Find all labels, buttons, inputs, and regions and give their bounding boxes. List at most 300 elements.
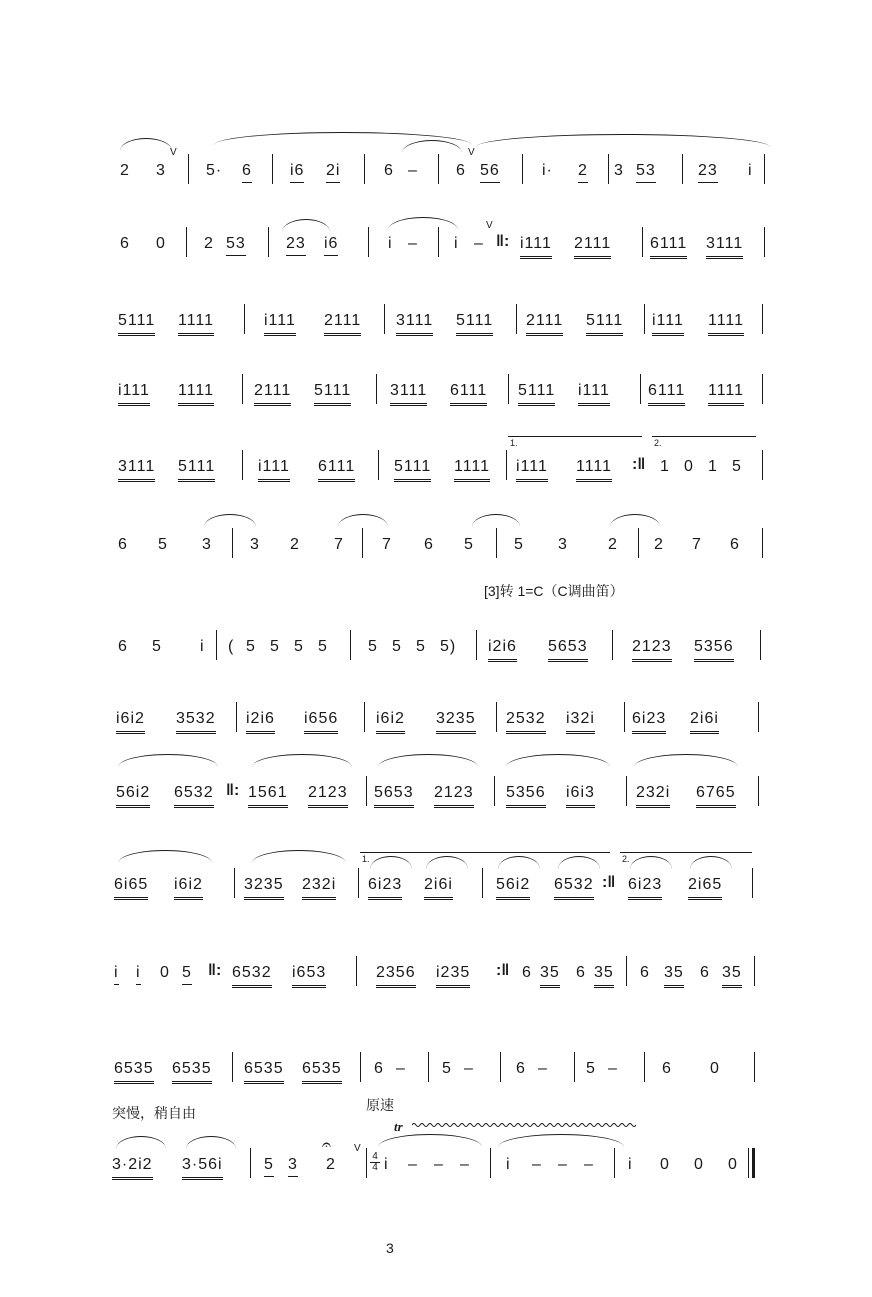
note-group: 23 bbox=[698, 160, 718, 183]
note: 6 bbox=[640, 964, 650, 981]
note-group: i111 bbox=[118, 380, 150, 406]
barline bbox=[500, 1052, 501, 1082]
note: i bbox=[454, 235, 459, 252]
dash: – bbox=[396, 1060, 406, 1077]
staff-line-6 bbox=[112, 526, 772, 560]
barline bbox=[764, 154, 765, 184]
slur bbox=[506, 754, 610, 767]
staff-line-8 bbox=[112, 700, 772, 734]
note-group: 2532 bbox=[506, 708, 546, 734]
note-group: 35 bbox=[664, 962, 684, 988]
slur bbox=[610, 514, 660, 527]
note: 6 bbox=[118, 536, 128, 553]
dash: – bbox=[460, 1156, 470, 1173]
note: 5 bbox=[368, 638, 378, 655]
note-group: i6i2 bbox=[376, 708, 405, 734]
time-signature bbox=[370, 1152, 380, 1173]
note: i bbox=[136, 962, 141, 985]
note-group: 6111 bbox=[318, 456, 355, 482]
barline bbox=[366, 776, 367, 806]
dash: – bbox=[608, 1060, 618, 1077]
note-group: 3111 bbox=[118, 456, 155, 482]
note: 2 bbox=[290, 536, 300, 553]
note-group: 2123 bbox=[434, 782, 474, 808]
dash: – bbox=[538, 1060, 548, 1077]
barline bbox=[364, 702, 365, 732]
note: 1 bbox=[708, 458, 718, 475]
repeat-start: ‖: bbox=[226, 782, 240, 799]
note-group: 5111 bbox=[178, 456, 215, 482]
note-group: i111 bbox=[520, 233, 552, 259]
note-group: 5111 bbox=[586, 310, 623, 336]
time-signature-top: 4 bbox=[372, 1151, 378, 1162]
barline bbox=[364, 154, 365, 184]
slur bbox=[498, 856, 540, 869]
modulation-label: [3]转 1=C（C调曲笛） bbox=[484, 583, 624, 599]
note-group: 6i23 bbox=[632, 708, 666, 734]
note-group: 56 bbox=[480, 160, 500, 183]
note: i bbox=[388, 235, 393, 252]
slur bbox=[118, 754, 218, 767]
slur bbox=[388, 217, 458, 230]
note: 3 bbox=[202, 536, 212, 553]
note: i bbox=[384, 1156, 389, 1173]
slur bbox=[338, 514, 388, 527]
note: 6 bbox=[516, 1060, 526, 1077]
repeat-start: ‖: bbox=[208, 962, 222, 979]
barline bbox=[762, 304, 763, 334]
volta-bracket bbox=[508, 436, 642, 437]
barline bbox=[682, 154, 683, 184]
note: 0 bbox=[660, 1156, 670, 1173]
dash: – bbox=[464, 1060, 474, 1077]
barline bbox=[376, 374, 377, 404]
barline bbox=[232, 1052, 233, 1082]
note-group: i111 bbox=[578, 380, 610, 406]
note: i· bbox=[542, 162, 553, 179]
note: i bbox=[200, 638, 205, 655]
note: 6 bbox=[730, 536, 740, 553]
note: 2 bbox=[654, 536, 664, 553]
note-group: i656 bbox=[304, 708, 338, 734]
barline bbox=[350, 630, 351, 660]
trill-wave bbox=[412, 1122, 638, 1128]
note: 5 bbox=[318, 638, 328, 655]
note-group: 2123 bbox=[632, 636, 672, 662]
note-group: i2i6 bbox=[488, 636, 517, 662]
volta-1-label: 1. bbox=[510, 438, 518, 448]
slur bbox=[472, 514, 520, 527]
note-group: 6i65 bbox=[114, 874, 148, 900]
note-group: 56i2 bbox=[496, 874, 530, 900]
fermata-icon: 𝄐 bbox=[322, 1137, 331, 1154]
barline bbox=[234, 868, 235, 898]
note: 2 bbox=[204, 235, 214, 252]
barline bbox=[522, 154, 523, 184]
note-group: 232i bbox=[302, 874, 336, 900]
dash: – bbox=[434, 1156, 444, 1173]
barline bbox=[438, 154, 439, 184]
final-barline-thick bbox=[752, 1148, 755, 1178]
repeat-end: :‖ bbox=[602, 874, 616, 891]
note-group: 2i65 bbox=[688, 874, 722, 900]
staff-line-13 bbox=[112, 1137, 772, 1180]
note-group: 6111 bbox=[450, 380, 487, 406]
barline bbox=[368, 227, 369, 257]
note-group: 2123 bbox=[308, 782, 348, 808]
volta-2-label: 2. bbox=[622, 854, 630, 864]
tempo-instruction: 原速 bbox=[366, 1097, 394, 1113]
note-group: 53 bbox=[226, 233, 246, 256]
note-group: 6532 bbox=[232, 962, 272, 988]
note: 6 bbox=[374, 1060, 384, 1077]
volta-bracket bbox=[360, 852, 610, 853]
note-group: i6 bbox=[324, 233, 338, 256]
dash: – bbox=[408, 235, 418, 252]
barline bbox=[356, 956, 357, 986]
note-group: 6532 bbox=[554, 874, 594, 900]
barline bbox=[186, 227, 187, 257]
note-group: i111 bbox=[264, 310, 296, 336]
note: 6 bbox=[662, 1060, 672, 1077]
slur bbox=[630, 856, 672, 869]
note: 0 bbox=[156, 235, 166, 252]
breath-mark: V bbox=[468, 147, 475, 158]
note: 5) bbox=[440, 638, 457, 655]
barline bbox=[242, 374, 243, 404]
dash: – bbox=[558, 1156, 568, 1173]
note: 0 bbox=[728, 1156, 738, 1173]
note: 5 bbox=[392, 638, 402, 655]
note-group: i32i bbox=[566, 708, 595, 734]
barline bbox=[476, 630, 477, 660]
barline bbox=[612, 630, 613, 660]
note: 6 bbox=[118, 638, 128, 655]
barline bbox=[272, 154, 273, 184]
note-group: i653 bbox=[292, 962, 326, 988]
slur bbox=[120, 138, 172, 151]
barline bbox=[752, 868, 753, 898]
slur bbox=[252, 850, 346, 863]
staff-line-5 bbox=[112, 438, 772, 482]
note: 5 bbox=[246, 638, 256, 655]
note: 0 bbox=[684, 458, 694, 475]
barline bbox=[242, 450, 243, 480]
note: 5 bbox=[152, 638, 162, 655]
slur bbox=[116, 1136, 166, 1149]
note-group: 5111 bbox=[118, 310, 155, 336]
note-group: 6535 bbox=[302, 1058, 342, 1084]
note-group: 35 bbox=[594, 962, 614, 988]
note: 6 bbox=[700, 964, 710, 981]
note-group: 2356 bbox=[376, 962, 416, 988]
note: 2 bbox=[120, 162, 130, 179]
dash: – bbox=[532, 1156, 542, 1173]
note-group: 6111 bbox=[650, 233, 687, 259]
note: 6 bbox=[384, 162, 394, 179]
barline bbox=[360, 1052, 361, 1082]
note-group: i6 bbox=[290, 160, 304, 183]
barline bbox=[384, 304, 385, 334]
barline bbox=[574, 1052, 575, 1082]
note-group: i2i6 bbox=[246, 708, 275, 734]
note-group: 6765 bbox=[696, 782, 736, 808]
barline bbox=[496, 528, 497, 558]
note-group: i6i2 bbox=[174, 874, 203, 900]
slur bbox=[186, 1136, 236, 1149]
note-group: i111 bbox=[516, 456, 548, 482]
note-group: 1111 bbox=[576, 456, 612, 482]
slur bbox=[498, 1134, 624, 1147]
note-group: 1111 bbox=[708, 310, 744, 336]
slur bbox=[118, 850, 212, 863]
barline bbox=[758, 776, 759, 806]
note: i bbox=[506, 1156, 511, 1173]
dash: – bbox=[474, 235, 484, 252]
barline bbox=[378, 450, 379, 480]
staff-line-11 bbox=[112, 954, 772, 988]
barline bbox=[608, 154, 609, 184]
note-group: 1111 bbox=[708, 380, 744, 406]
note: 5 bbox=[442, 1060, 452, 1077]
note-group: 5111 bbox=[394, 456, 431, 482]
slur bbox=[558, 856, 600, 869]
barline bbox=[244, 304, 245, 334]
note-group: 3·56i bbox=[182, 1154, 223, 1180]
note: 5 bbox=[732, 458, 742, 475]
note-group: 23 bbox=[286, 233, 306, 256]
tempo-instruction: 突慢，稍自由 bbox=[112, 1105, 196, 1121]
note: 5 bbox=[158, 536, 168, 553]
volta-2-label: 2. bbox=[654, 438, 662, 448]
note-group: 3111 bbox=[396, 310, 433, 336]
barline bbox=[640, 374, 641, 404]
note: 6 bbox=[242, 160, 252, 183]
note: 5 bbox=[270, 638, 280, 655]
note-group: 56i2 bbox=[116, 782, 150, 808]
note: i bbox=[628, 1156, 633, 1173]
barline bbox=[626, 776, 627, 806]
note-group: 3235 bbox=[436, 708, 476, 734]
note-group: 35 bbox=[722, 962, 742, 988]
repeat-end: :‖ bbox=[496, 962, 510, 979]
note-group: 1111 bbox=[178, 310, 214, 336]
note-group: 5111 bbox=[456, 310, 493, 336]
note-group: 6i23 bbox=[628, 874, 662, 900]
note: 2 bbox=[578, 160, 588, 183]
note: 7 bbox=[382, 536, 392, 553]
note-group: 6535 bbox=[114, 1058, 154, 1084]
note: 3 bbox=[250, 536, 260, 553]
note: 6 bbox=[424, 536, 434, 553]
barline bbox=[762, 374, 763, 404]
note-group: 35 bbox=[540, 962, 560, 988]
barline bbox=[762, 450, 763, 480]
staff-line-3 bbox=[112, 302, 772, 336]
barline bbox=[764, 227, 765, 257]
barline bbox=[624, 702, 625, 732]
note-group: 3532 bbox=[176, 708, 216, 734]
barline bbox=[236, 702, 237, 732]
note-group: 3111 bbox=[390, 380, 427, 406]
barline bbox=[366, 1148, 367, 1178]
note: 5 bbox=[514, 536, 524, 553]
slur bbox=[282, 219, 330, 232]
staff-line-9 bbox=[112, 774, 772, 808]
note: 5 bbox=[294, 638, 304, 655]
note: 5 bbox=[416, 638, 426, 655]
note-group: i6i2 bbox=[116, 708, 145, 734]
barline bbox=[250, 1148, 251, 1178]
barline bbox=[506, 450, 507, 480]
slur bbox=[204, 514, 256, 527]
barline bbox=[508, 374, 509, 404]
barline bbox=[232, 528, 233, 558]
barline bbox=[614, 1148, 615, 1178]
barline bbox=[490, 1148, 491, 1178]
breath-mark: V bbox=[354, 1143, 361, 1154]
barline bbox=[362, 528, 363, 558]
barline bbox=[268, 227, 269, 257]
note-group: 3·2i2 bbox=[112, 1154, 153, 1180]
note-group: 6532 bbox=[174, 782, 214, 808]
barline bbox=[754, 956, 755, 986]
barline bbox=[482, 868, 483, 898]
slur bbox=[426, 856, 468, 869]
note: 6 bbox=[576, 964, 586, 981]
breath-mark: V bbox=[486, 220, 493, 231]
note: 7 bbox=[692, 536, 702, 553]
note-group: 1111 bbox=[454, 456, 490, 482]
note-group: 3111 bbox=[706, 233, 743, 259]
barline bbox=[758, 702, 759, 732]
barline bbox=[626, 956, 627, 986]
staff-line-2 bbox=[112, 220, 772, 259]
staff-line-10 bbox=[112, 854, 772, 900]
repeat-end: :‖ bbox=[632, 456, 646, 473]
note: i bbox=[748, 162, 753, 179]
note: i bbox=[114, 962, 119, 985]
note-group: i111 bbox=[652, 310, 684, 336]
note-group: 2111 bbox=[574, 233, 611, 259]
note-group: 6i23 bbox=[368, 874, 402, 900]
note-group: 5653 bbox=[548, 636, 588, 662]
note-group: 5356 bbox=[694, 636, 734, 662]
slur bbox=[370, 856, 412, 869]
paren: ( bbox=[228, 638, 235, 655]
trill-mark bbox=[394, 1118, 403, 1132]
volta-bracket bbox=[620, 852, 752, 853]
note: 3 bbox=[614, 162, 624, 179]
note-group: 6111 bbox=[648, 380, 685, 406]
barline bbox=[358, 868, 359, 898]
note-group: 3235 bbox=[244, 874, 284, 900]
note-group: 2111 bbox=[324, 310, 361, 336]
barline bbox=[762, 528, 763, 558]
note: 3 bbox=[558, 536, 568, 553]
note-group: 2i bbox=[326, 160, 340, 183]
dash: – bbox=[584, 1156, 594, 1173]
note: 6 bbox=[522, 964, 532, 981]
note-group: 5356 bbox=[506, 782, 546, 808]
note: 2 bbox=[608, 536, 618, 553]
note-group: 53 bbox=[636, 160, 656, 183]
note-group: 1561 bbox=[248, 782, 288, 808]
slur bbox=[378, 1134, 482, 1147]
note-group: 2111 bbox=[526, 310, 563, 336]
staff-line-7 bbox=[112, 628, 772, 662]
final-barline bbox=[748, 1148, 749, 1178]
note-group: 6535 bbox=[172, 1058, 212, 1084]
note: 7 bbox=[334, 536, 344, 553]
barline bbox=[428, 1052, 429, 1082]
volta-1-label: 1. bbox=[362, 854, 370, 864]
staff-line-12 bbox=[112, 1050, 772, 1084]
note-group: 5111 bbox=[314, 380, 351, 406]
trill-label: tr bbox=[394, 1119, 403, 1134]
note-group: 5111 bbox=[518, 380, 555, 406]
staff-line-4 bbox=[112, 372, 772, 406]
note-group: i111 bbox=[258, 456, 290, 482]
barline bbox=[644, 304, 645, 334]
barline bbox=[760, 630, 761, 660]
note-group: 6535 bbox=[244, 1058, 284, 1084]
dash: – bbox=[408, 1156, 418, 1173]
note: 5 bbox=[264, 1154, 274, 1177]
note: 6 bbox=[456, 162, 466, 179]
repeat-start: ‖: bbox=[496, 233, 510, 250]
breath-mark: V bbox=[170, 147, 177, 158]
note-group: i235 bbox=[436, 962, 470, 988]
barline bbox=[638, 528, 639, 558]
note: 0 bbox=[710, 1060, 720, 1077]
slur bbox=[690, 856, 732, 869]
note-group: 5653 bbox=[374, 782, 414, 808]
note: 5 bbox=[464, 536, 474, 553]
note: 5· bbox=[206, 162, 223, 179]
volta-bracket bbox=[652, 436, 756, 437]
barline bbox=[644, 1052, 645, 1082]
note: 3 bbox=[156, 162, 166, 179]
note-group: i6i3 bbox=[566, 782, 595, 808]
barline bbox=[494, 776, 495, 806]
note: 0 bbox=[694, 1156, 704, 1173]
note: 6 bbox=[120, 235, 130, 252]
note-group: 1111 bbox=[178, 380, 214, 406]
slur bbox=[634, 754, 738, 767]
note-group: 2111 bbox=[254, 380, 291, 406]
barline bbox=[496, 702, 497, 732]
barline bbox=[642, 227, 643, 257]
staff-line-1 bbox=[112, 147, 772, 186]
note: 1 bbox=[660, 458, 670, 475]
slur bbox=[476, 134, 770, 147]
note-group: 2i6i bbox=[424, 874, 453, 900]
note: 5 bbox=[182, 962, 192, 985]
note-group: 232i bbox=[636, 782, 670, 808]
barline bbox=[188, 154, 189, 184]
barline bbox=[754, 1052, 755, 1082]
note-group: 2i6i bbox=[690, 708, 719, 734]
note: 5 bbox=[586, 1060, 596, 1077]
barline bbox=[216, 630, 217, 660]
barline bbox=[438, 227, 439, 257]
note: 3 bbox=[288, 1154, 298, 1177]
note: 0 bbox=[160, 964, 170, 981]
barline bbox=[516, 304, 517, 334]
time-signature-bottom: 4 bbox=[370, 1162, 380, 1173]
slur bbox=[252, 754, 352, 767]
